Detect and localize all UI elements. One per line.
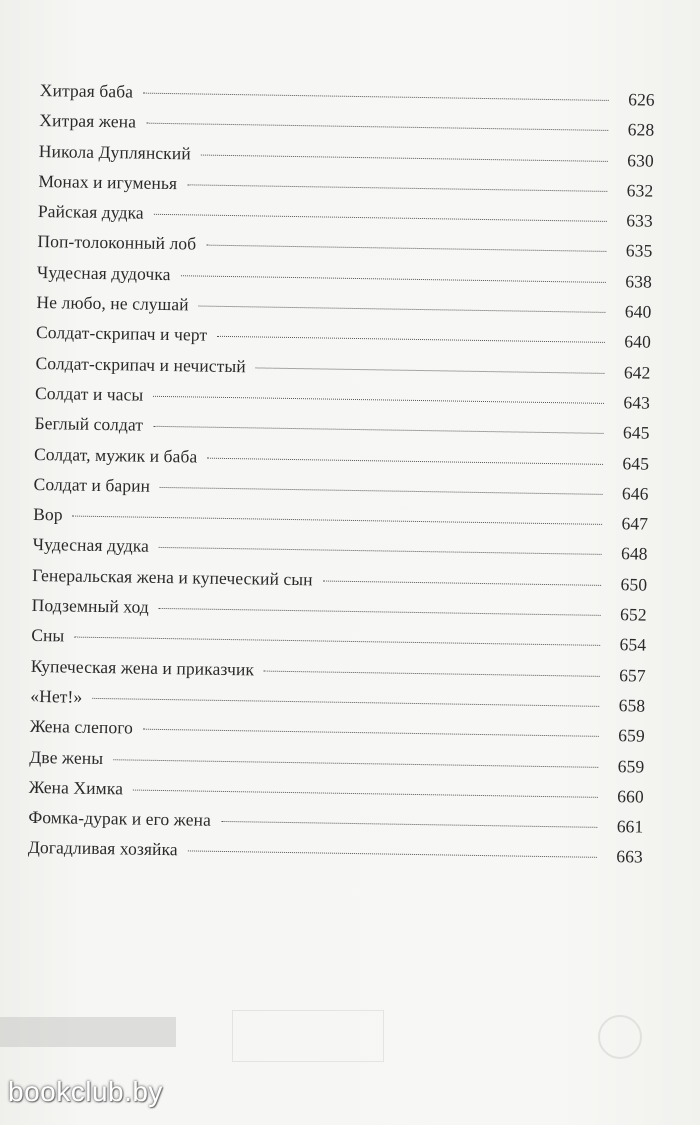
toc-entry-title: Жена слепого <box>29 716 134 738</box>
toc-dot-leader <box>201 154 608 161</box>
toc-entry-title: «Нет!» <box>30 685 83 707</box>
toc-entry-page: 660 <box>617 785 644 807</box>
toc-dot-leader <box>153 426 603 434</box>
toc-dot-leader <box>143 729 599 737</box>
toc-dot-leader <box>187 184 607 192</box>
toc-entry-title: Хитрая жена <box>39 110 137 132</box>
toc-entry-title: Райская дудка <box>37 201 144 223</box>
toc-entry-title: Хитрая баба <box>39 80 134 102</box>
toc-dot-leader <box>221 821 597 828</box>
toc-dot-leader <box>217 336 605 343</box>
toc-dot-leader <box>143 93 609 101</box>
toc-dot-leader <box>181 275 606 283</box>
toc-entry-page: 659 <box>618 725 645 746</box>
toc-entry-page: 648 <box>620 543 648 565</box>
toc-entry-page: 658 <box>618 695 646 716</box>
toc-entry-page: 663 <box>616 846 644 867</box>
toc-entry-page: 645 <box>622 452 650 474</box>
toc-dot-leader <box>74 637 600 646</box>
toc-entry-title: Сны <box>31 625 65 646</box>
toc-entry-title: Чудесная дудка <box>32 534 150 557</box>
toc-entry-page: 661 <box>616 816 644 837</box>
toc-entry-title: Никола Дуплянский <box>38 140 191 163</box>
toc-entry-page: 626 <box>628 89 655 110</box>
toc-entry-page: 640 <box>624 301 652 322</box>
toc-entry-title: Догадливая хозяйка <box>27 837 178 860</box>
toc-entry-page: 630 <box>627 149 654 171</box>
toc-dot-leader <box>160 487 602 495</box>
toc-entry-title: Чудесная дудочка <box>36 261 171 284</box>
toc-dot-leader <box>206 245 606 252</box>
toc-entry-page: 635 <box>625 240 653 262</box>
toc-dot-leader <box>199 306 606 313</box>
bleed-through-emblem <box>598 1015 642 1059</box>
toc-entry-page: 650 <box>620 573 648 595</box>
toc-dot-leader <box>113 759 598 768</box>
toc-entry-page: 632 <box>626 180 654 201</box>
toc-dot-leader <box>92 698 599 707</box>
toc-entry-page: 645 <box>622 422 650 443</box>
toc-dot-leader <box>207 457 603 464</box>
toc-entry-page: 659 <box>617 755 645 777</box>
toc-entry-page: 640 <box>624 331 652 353</box>
toc-entry-title: Солдат-скрипач и черт <box>35 322 208 346</box>
toc-entry-page: 628 <box>627 119 655 140</box>
toc-entry-title: Жена Химка <box>28 776 124 799</box>
toc-dot-leader <box>323 580 601 585</box>
toc-entry-page: 646 <box>621 483 649 504</box>
bleed-through-frame <box>232 1010 384 1062</box>
toc-entry-title: Солдат, мужик и баба <box>33 443 198 467</box>
toc-entry-title: Генеральская жена и купеческий сын <box>32 564 313 590</box>
watermark: bookclub.by <box>8 1076 163 1107</box>
toc-entry-page: 654 <box>619 634 647 655</box>
bleed-through-block <box>0 1017 176 1047</box>
toc-dot-leader <box>188 851 597 858</box>
toc-entry-page: 652 <box>619 604 647 625</box>
toc-entry-title: Солдат и часы <box>34 382 144 405</box>
toc-dot-leader <box>256 367 605 373</box>
toc-dot-leader <box>264 670 600 676</box>
toc-entry-title: Подземный ход <box>31 594 150 617</box>
table-of-contents <box>28 80 655 877</box>
toc-entry-page: 647 <box>621 513 649 534</box>
toc-entry-title: Солдат-скрипач и нечистый <box>35 352 246 376</box>
toc-entry-title: Беглый солдат <box>34 413 144 435</box>
toc-dot-leader <box>133 789 598 797</box>
toc-dot-leader <box>159 608 601 616</box>
toc-dot-leader <box>154 214 607 222</box>
toc-entry-title: Две жены <box>29 746 104 768</box>
toc-dot-leader <box>153 396 604 404</box>
toc-dot-leader <box>146 123 608 131</box>
toc-dot-leader <box>73 516 602 525</box>
toc-entry-title: Вор <box>33 504 63 525</box>
toc-entry-title: Поп-толоконный лоб <box>37 231 197 254</box>
toc-entry-page: 633 <box>626 210 654 231</box>
toc-entry-title: Купеческая жена и приказчик <box>30 655 255 680</box>
toc-entry-title: Не любо, не слушай <box>36 292 189 315</box>
toc-dot-leader <box>159 547 602 555</box>
toc-entry-page: 638 <box>625 271 653 292</box>
toc-entry-title: Фомка-дурак и его жена <box>28 807 212 830</box>
toc-entry-page: 657 <box>619 664 646 686</box>
toc-entry-page: 642 <box>623 361 651 383</box>
toc-entry-page: 643 <box>623 392 651 413</box>
toc-entry-title: Монах и игуменья <box>38 170 178 194</box>
toc-entry-title: Солдат и барин <box>33 473 151 496</box>
